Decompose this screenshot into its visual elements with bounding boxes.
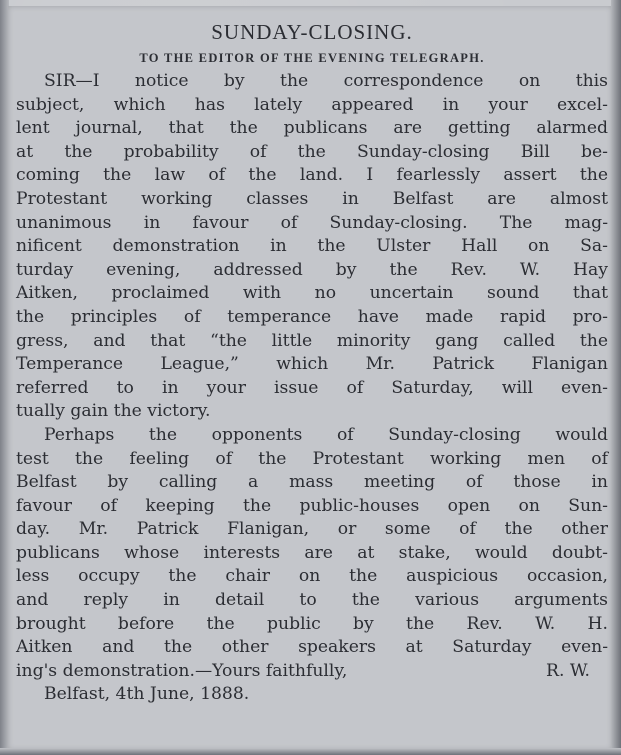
text-line: Aitken and the other speakers at Saturday even- xyxy=(16,637,608,658)
text-line: brought before the public by the Rev. W. H. xyxy=(16,613,608,634)
text-line: tually gain the victory. xyxy=(16,401,211,422)
closing-text: ing's demonstration.—Yours faithfully, xyxy=(16,660,348,681)
signature: R. W. xyxy=(546,660,590,681)
text-line: nificent demonstration in the Ulster Hall on Sa- xyxy=(16,236,608,257)
article-subhead: TO THE EDITOR OF THE EVENING TELEGRAPH. xyxy=(139,51,485,65)
text-line: subject, which has lately appeared in your excel- xyxy=(16,94,608,115)
text-line: gress, and that “the little minority gang called the xyxy=(16,330,608,351)
text-line: test the feeling of the Protestant working men of xyxy=(16,448,608,469)
signoff-row xyxy=(16,660,608,684)
text-line: unanimous in favour of Sunday-closing. The mag- xyxy=(16,212,608,233)
text-line: at the probability of the Sunday-closing Bill be- xyxy=(16,141,608,162)
text-line: Belfast by calling a mass meeting of those in xyxy=(16,472,608,493)
text-line: Aitken, proclaimed with no uncertain sound that xyxy=(16,283,608,304)
dateline: Belfast, 4th June, 1888. xyxy=(44,684,250,705)
text-line: and reply in detail to the various arguments xyxy=(16,590,608,611)
clipping-bottom-edge xyxy=(0,748,621,755)
text-line: turday evening, addressed by the Rev. W. Hay xyxy=(16,259,608,280)
text-line: lent journal, that the publicans are getting alarmed xyxy=(16,118,608,139)
text-line: Temperance League,” which Mr. Patrick Flanigan xyxy=(16,354,608,375)
paragraph-1 xyxy=(16,70,608,424)
text-line: Protestant working classes in Belfast are almost xyxy=(16,188,608,209)
text-line: favour of keeping the public-houses open on Sun- xyxy=(16,495,608,516)
text-line: Perhaps the opponents of Sunday-closing would xyxy=(44,424,608,445)
paragraph-2 xyxy=(16,424,608,684)
text-line: SIR—I notice by the correspondence on this xyxy=(44,71,608,91)
text-line: publicans whose interests are at stake, would doubt- xyxy=(16,542,608,563)
text-line: day. Mr. Patrick Flanigan, or some of the other xyxy=(16,519,608,540)
article-headline: SUNDAY-CLOSING. xyxy=(211,20,413,44)
text-line: referred to in your issue of Saturday, will even- xyxy=(16,377,608,398)
text-line: less occupy the chair on the auspicious occasion, xyxy=(16,566,608,587)
article xyxy=(16,20,608,707)
text-line: coming the law of the land. I fearlessly assert the xyxy=(16,165,608,186)
text-line: the principles of temperance have made rapid pro- xyxy=(16,306,608,327)
clipping-right-edge xyxy=(611,0,621,755)
